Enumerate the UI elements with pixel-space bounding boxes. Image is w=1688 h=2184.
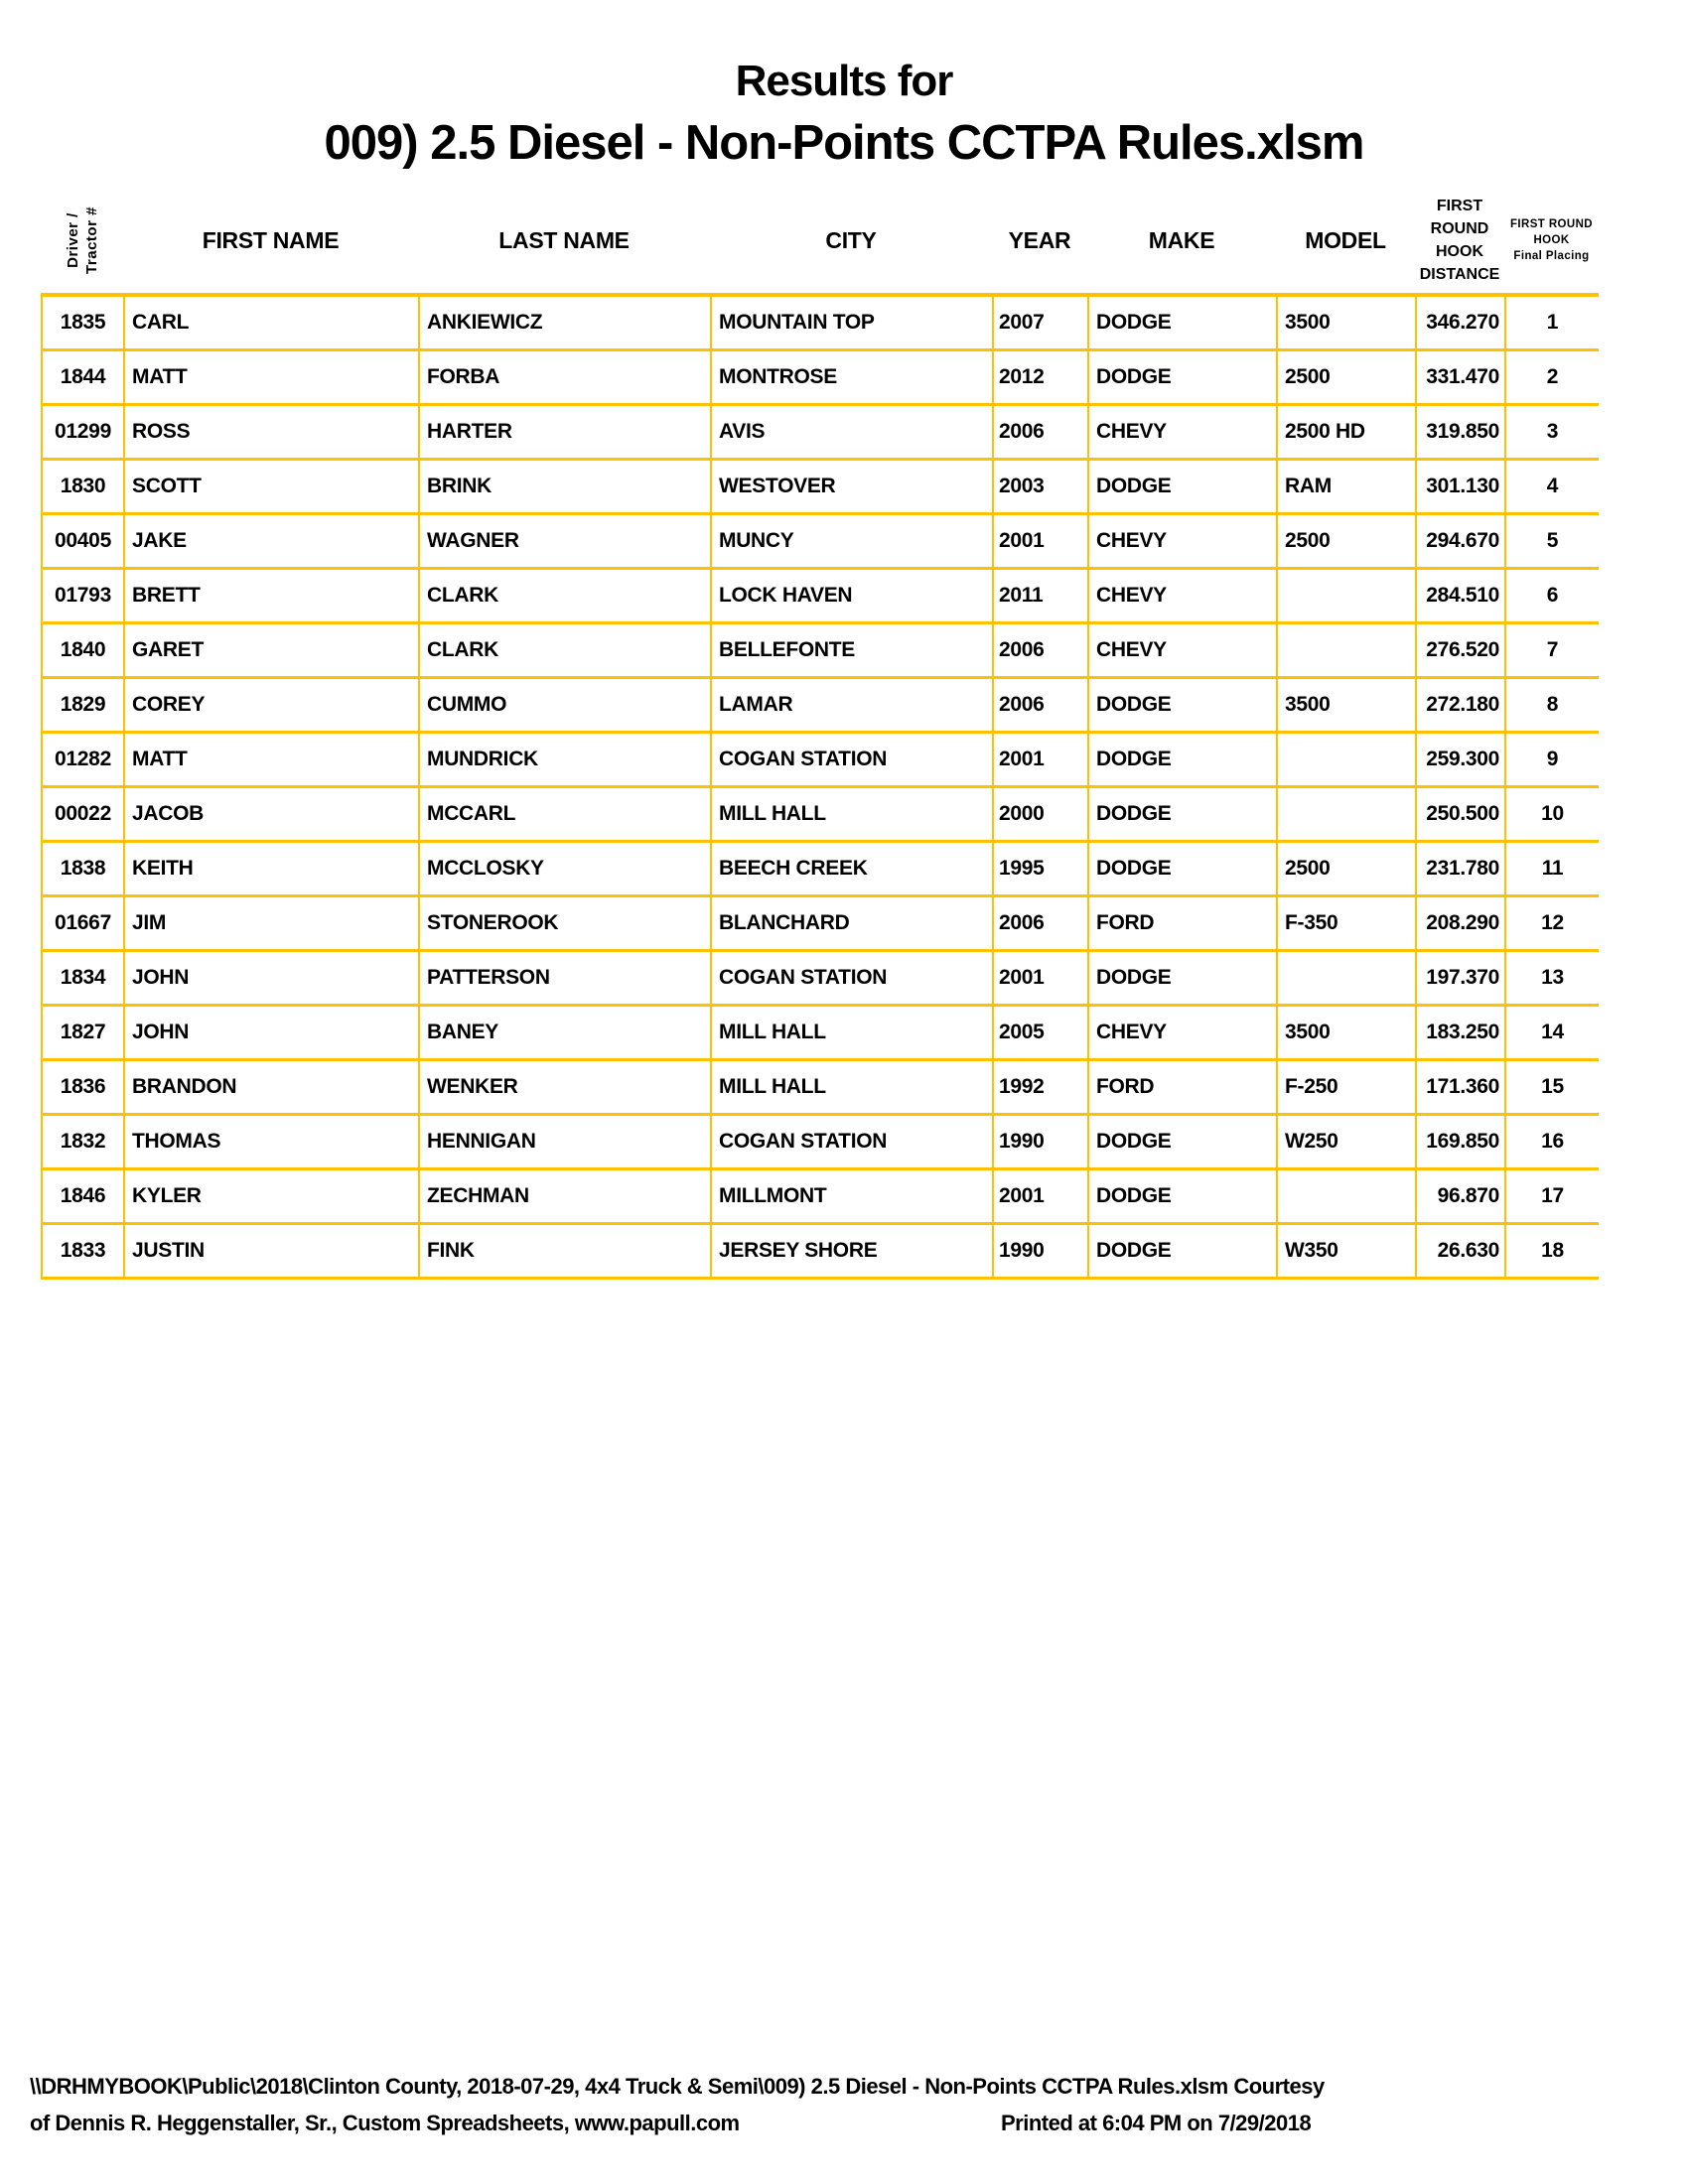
- cell-first-round-hook-distance: 169.850: [1415, 1116, 1504, 1167]
- cell-first-round-hook-distance: 208.290: [1415, 897, 1504, 949]
- cell-model: [1276, 1170, 1415, 1222]
- cell-year: 2011: [992, 570, 1087, 621]
- table-row: [41, 570, 1599, 624]
- table-row: [41, 1116, 1599, 1170]
- cell-make: CHEVY: [1087, 624, 1276, 676]
- cell-final-placing: 2: [1504, 351, 1599, 403]
- cell-model: W250: [1276, 1116, 1415, 1167]
- cell-driver-tractor-number: 01282: [41, 734, 123, 785]
- cell-model: 2500: [1276, 843, 1415, 894]
- cell-city: JERSEY SHORE: [710, 1225, 992, 1277]
- cell-last-name: MUNDRICK: [418, 734, 710, 785]
- cell-year: 2006: [992, 624, 1087, 676]
- cell-first-name: JIM: [123, 897, 418, 949]
- cell-first-round-hook-distance: 171.360: [1415, 1061, 1504, 1113]
- placing-header-line2: HOOK: [1533, 234, 1570, 246]
- distance-header-line1: FIRST: [1436, 198, 1483, 214]
- cell-last-name: FINK: [418, 1225, 710, 1277]
- cell-driver-tractor-number: 1838: [41, 843, 123, 894]
- cell-last-name: CUMMO: [418, 679, 710, 731]
- cell-first-name: MATT: [123, 351, 418, 403]
- cell-city: AVIS: [710, 406, 992, 458]
- driver-tractor-rotated-label: [64, 206, 101, 274]
- cell-first-name: MATT: [123, 734, 418, 785]
- table-row: [41, 679, 1599, 734]
- cell-year: 2003: [992, 461, 1087, 512]
- cell-first-name: ROSS: [123, 406, 418, 458]
- cell-first-round-hook-distance: 272.180: [1415, 679, 1504, 731]
- cell-model: [1276, 788, 1415, 840]
- cell-city: MILL HALL: [710, 1061, 992, 1113]
- table-row: [41, 843, 1599, 897]
- cell-driver-tractor-number: 1832: [41, 1116, 123, 1167]
- table-row: [41, 1225, 1599, 1280]
- table-row: [41, 461, 1599, 515]
- cell-driver-tractor-number: 1834: [41, 952, 123, 1004]
- cell-final-placing: 18: [1504, 1225, 1599, 1277]
- cell-last-name: WAGNER: [418, 515, 710, 567]
- footer-credit-text: of Dennis R. Heggenstaller, Sr., Custom Spreadsheets, www.papull.com: [30, 2111, 740, 2135]
- cell-city: BEECH CREEK: [710, 843, 992, 894]
- cell-make: DODGE: [1087, 843, 1276, 894]
- cell-year: 2001: [992, 515, 1087, 567]
- column-header-model: MODEL: [1305, 226, 1386, 253]
- cell-city: MILL HALL: [710, 1007, 992, 1058]
- cell-last-name: MCCLOSKY: [418, 843, 710, 894]
- cell-first-round-hook-distance: 346.270: [1415, 297, 1504, 348]
- cell-driver-tractor-number: 1844: [41, 351, 123, 403]
- cell-final-placing: 13: [1504, 952, 1599, 1004]
- cell-year: 2001: [992, 952, 1087, 1004]
- cell-make: FORD: [1087, 1061, 1276, 1113]
- column-header-city: CITY: [825, 226, 877, 253]
- cell-last-name: HENNIGAN: [418, 1116, 710, 1167]
- page-title: [0, 56, 1688, 179]
- cell-driver-tractor-number: 01667: [41, 897, 123, 949]
- cell-make: FORD: [1087, 897, 1276, 949]
- cell-year: 2005: [992, 1007, 1087, 1058]
- cell-first-round-hook-distance: 183.250: [1415, 1007, 1504, 1058]
- cell-make: DODGE: [1087, 351, 1276, 403]
- cell-first-name: JACOB: [123, 788, 418, 840]
- footer-file-path: \\DRHMYBOOK\Public\2018\Clinton County, 2018-07-29, 4x4 Truck & Semi\009) 2.5 Diesel - Non-Points CCTPA Rules.xlsm Courtesy: [30, 2074, 1325, 2099]
- placing-header-line1: FIRST ROUND: [1510, 218, 1593, 230]
- cell-city: LOCK HAVEN: [710, 570, 992, 621]
- cell-city: MILL HALL: [710, 788, 992, 840]
- cell-final-placing: 6: [1504, 570, 1599, 621]
- footer-credit-line: [30, 2105, 1668, 2141]
- cell-final-placing: 15: [1504, 1061, 1599, 1113]
- cell-first-round-hook-distance: 250.500: [1415, 788, 1504, 840]
- cell-first-name: BRETT: [123, 570, 418, 621]
- table-row: [41, 788, 1599, 843]
- cell-first-name: KYLER: [123, 1170, 418, 1222]
- table-row: [41, 624, 1599, 679]
- page-title-line1: Results for: [735, 57, 953, 105]
- cell-last-name: BRINK: [418, 461, 710, 512]
- cell-first-round-hook-distance: 276.520: [1415, 624, 1504, 676]
- cell-final-placing: 12: [1504, 897, 1599, 949]
- column-header-first-round-hook-distance: [1415, 189, 1504, 292]
- cell-final-placing: 3: [1504, 406, 1599, 458]
- cell-year: 2001: [992, 1170, 1087, 1222]
- cell-model: RAM: [1276, 461, 1415, 512]
- cell-year: 1990: [992, 1116, 1087, 1167]
- cell-first-round-hook-distance: 319.850: [1415, 406, 1504, 458]
- cell-first-name: CARL: [123, 297, 418, 348]
- column-header-last-name: LAST NAME: [498, 226, 630, 253]
- cell-first-name: JUSTIN: [123, 1225, 418, 1277]
- cell-first-round-hook-distance: 294.670: [1415, 515, 1504, 567]
- cell-first-round-hook-distance: 197.370: [1415, 952, 1504, 1004]
- cell-driver-tractor-number: 00405: [41, 515, 123, 567]
- cell-first-name: THOMAS: [123, 1116, 418, 1167]
- cell-year: 2006: [992, 679, 1087, 731]
- cell-last-name: PATTERSON: [418, 952, 710, 1004]
- cell-year: 2000: [992, 788, 1087, 840]
- cell-year: 2006: [992, 897, 1087, 949]
- cell-model: 3500: [1276, 679, 1415, 731]
- cell-city: LAMAR: [710, 679, 992, 731]
- cell-last-name: FORBA: [418, 351, 710, 403]
- cell-final-placing: 17: [1504, 1170, 1599, 1222]
- cell-model: 2500: [1276, 515, 1415, 567]
- cell-last-name: STONEROOK: [418, 897, 710, 949]
- cell-driver-tractor-number: 1840: [41, 624, 123, 676]
- distance-header-line4: DISTANCE: [1419, 266, 1500, 283]
- cell-city: MUNCY: [710, 515, 992, 567]
- cell-driver-tractor-number: 1829: [41, 679, 123, 731]
- cell-model: W350: [1276, 1225, 1415, 1277]
- cell-last-name: HARTER: [418, 406, 710, 458]
- cell-make: DODGE: [1087, 297, 1276, 348]
- cell-final-placing: 16: [1504, 1116, 1599, 1167]
- cell-final-placing: 10: [1504, 788, 1599, 840]
- cell-model: [1276, 952, 1415, 1004]
- column-header-year: YEAR: [1008, 226, 1071, 253]
- cell-year: 1990: [992, 1225, 1087, 1277]
- cell-final-placing: 4: [1504, 461, 1599, 512]
- cell-make: DODGE: [1087, 788, 1276, 840]
- cell-first-round-hook-distance: 301.130: [1415, 461, 1504, 512]
- cell-final-placing: 14: [1504, 1007, 1599, 1058]
- cell-driver-tractor-number: 01299: [41, 406, 123, 458]
- cell-make: CHEVY: [1087, 570, 1276, 621]
- cell-make: DODGE: [1087, 461, 1276, 512]
- cell-year: 2007: [992, 297, 1087, 348]
- cell-make: DODGE: [1087, 679, 1276, 731]
- cell-final-placing: 5: [1504, 515, 1599, 567]
- table-row: [41, 1061, 1599, 1116]
- cell-first-name: GARET: [123, 624, 418, 676]
- footer-printed-timestamp: Printed at 6:04 PM on 7/29/2018: [1001, 2111, 1312, 2135]
- cell-driver-tractor-number: 01793: [41, 570, 123, 621]
- cell-first-name: JAKE: [123, 515, 418, 567]
- cell-first-name: KEITH: [123, 843, 418, 894]
- distance-header-line3: HOOK: [1436, 243, 1483, 260]
- cell-driver-tractor-number: 1836: [41, 1061, 123, 1113]
- cell-last-name: BANEY: [418, 1007, 710, 1058]
- cell-final-placing: 11: [1504, 843, 1599, 894]
- cell-model: [1276, 734, 1415, 785]
- cell-first-round-hook-distance: 331.470: [1415, 351, 1504, 403]
- cell-make: DODGE: [1087, 734, 1276, 785]
- cell-year: 2001: [992, 734, 1087, 785]
- cell-city: MILLMONT: [710, 1170, 992, 1222]
- cell-model: 2500 HD: [1276, 406, 1415, 458]
- cell-driver-tractor-number: 1846: [41, 1170, 123, 1222]
- cell-model: 3500: [1276, 297, 1415, 348]
- table-row: [41, 734, 1599, 788]
- table-row: [41, 515, 1599, 570]
- cell-make: DODGE: [1087, 1225, 1276, 1277]
- cell-first-name: BRANDON: [123, 1061, 418, 1113]
- column-header-make: MAKE: [1148, 226, 1215, 253]
- cell-first-round-hook-distance: 259.300: [1415, 734, 1504, 785]
- cell-driver-tractor-number: 1833: [41, 1225, 123, 1277]
- cell-last-name: CLARK: [418, 624, 710, 676]
- results-table: [41, 293, 1599, 1280]
- distance-header-line2: ROUND: [1430, 220, 1489, 237]
- cell-make: DODGE: [1087, 952, 1276, 1004]
- cell-final-placing: 7: [1504, 624, 1599, 676]
- cell-final-placing: 1: [1504, 297, 1599, 348]
- cell-first-name: JOHN: [123, 952, 418, 1004]
- cell-first-name: SCOTT: [123, 461, 418, 512]
- cell-city: COGAN STATION: [710, 952, 992, 1004]
- cell-make: CHEVY: [1087, 406, 1276, 458]
- table-row: [41, 897, 1599, 952]
- cell-model: F-350: [1276, 897, 1415, 949]
- cell-city: BLANCHARD: [710, 897, 992, 949]
- cell-year: 2006: [992, 406, 1087, 458]
- driver-label-line2: Tractor #: [82, 206, 100, 274]
- cell-last-name: ANKIEWICZ: [418, 297, 710, 348]
- cell-model: 3500: [1276, 1007, 1415, 1058]
- table-header-row: [41, 189, 1599, 292]
- cell-first-name: COREY: [123, 679, 418, 731]
- cell-model: F-250: [1276, 1061, 1415, 1113]
- driver-label-line1: Driver /: [64, 212, 81, 268]
- cell-final-placing: 9: [1504, 734, 1599, 785]
- cell-city: MONTROSE: [710, 351, 992, 403]
- table-row: [41, 952, 1599, 1007]
- cell-first-round-hook-distance: 231.780: [1415, 843, 1504, 894]
- cell-city: COGAN STATION: [710, 1116, 992, 1167]
- cell-model: 2500: [1276, 351, 1415, 403]
- cell-model: [1276, 624, 1415, 676]
- cell-first-round-hook-distance: 26.630: [1415, 1225, 1504, 1277]
- table-row: [41, 351, 1599, 406]
- table-row: [41, 1007, 1599, 1061]
- column-header-first-name: FIRST NAME: [202, 226, 340, 253]
- table-row: [41, 1170, 1599, 1225]
- table-row: [41, 297, 1599, 351]
- page-title-line2: 009) 2.5 Diesel - Non-Points CCTPA Rules.xlsm: [324, 116, 1364, 170]
- cell-last-name: CLARK: [418, 570, 710, 621]
- cell-city: BELLEFONTE: [710, 624, 992, 676]
- cell-year: 1995: [992, 843, 1087, 894]
- cell-make: CHEVY: [1087, 1007, 1276, 1058]
- cell-city: WESTOVER: [710, 461, 992, 512]
- cell-city: COGAN STATION: [710, 734, 992, 785]
- cell-last-name: ZECHMAN: [418, 1170, 710, 1222]
- cell-year: 1992: [992, 1061, 1087, 1113]
- cell-driver-tractor-number: 00022: [41, 788, 123, 840]
- column-header-first-round-hook-final-placing: [1504, 189, 1599, 292]
- page-footer: [30, 2068, 1668, 2141]
- cell-model: [1276, 570, 1415, 621]
- cell-year: 2012: [992, 351, 1087, 403]
- cell-make: DODGE: [1087, 1170, 1276, 1222]
- cell-last-name: WENKER: [418, 1061, 710, 1113]
- cell-make: DODGE: [1087, 1116, 1276, 1167]
- cell-final-placing: 8: [1504, 679, 1599, 731]
- cell-first-name: JOHN: [123, 1007, 418, 1058]
- cell-last-name: MCCARL: [418, 788, 710, 840]
- column-header-driver-tractor-number: [41, 189, 123, 292]
- cell-city: MOUNTAIN TOP: [710, 297, 992, 348]
- cell-first-round-hook-distance: 284.510: [1415, 570, 1504, 621]
- cell-first-round-hook-distance: 96.870: [1415, 1170, 1504, 1222]
- cell-make: CHEVY: [1087, 515, 1276, 567]
- cell-driver-tractor-number: 1835: [41, 297, 123, 348]
- placing-header-line3: Final Placing: [1513, 250, 1590, 262]
- cell-driver-tractor-number: 1830: [41, 461, 123, 512]
- cell-driver-tractor-number: 1827: [41, 1007, 123, 1058]
- table-row: [41, 406, 1599, 461]
